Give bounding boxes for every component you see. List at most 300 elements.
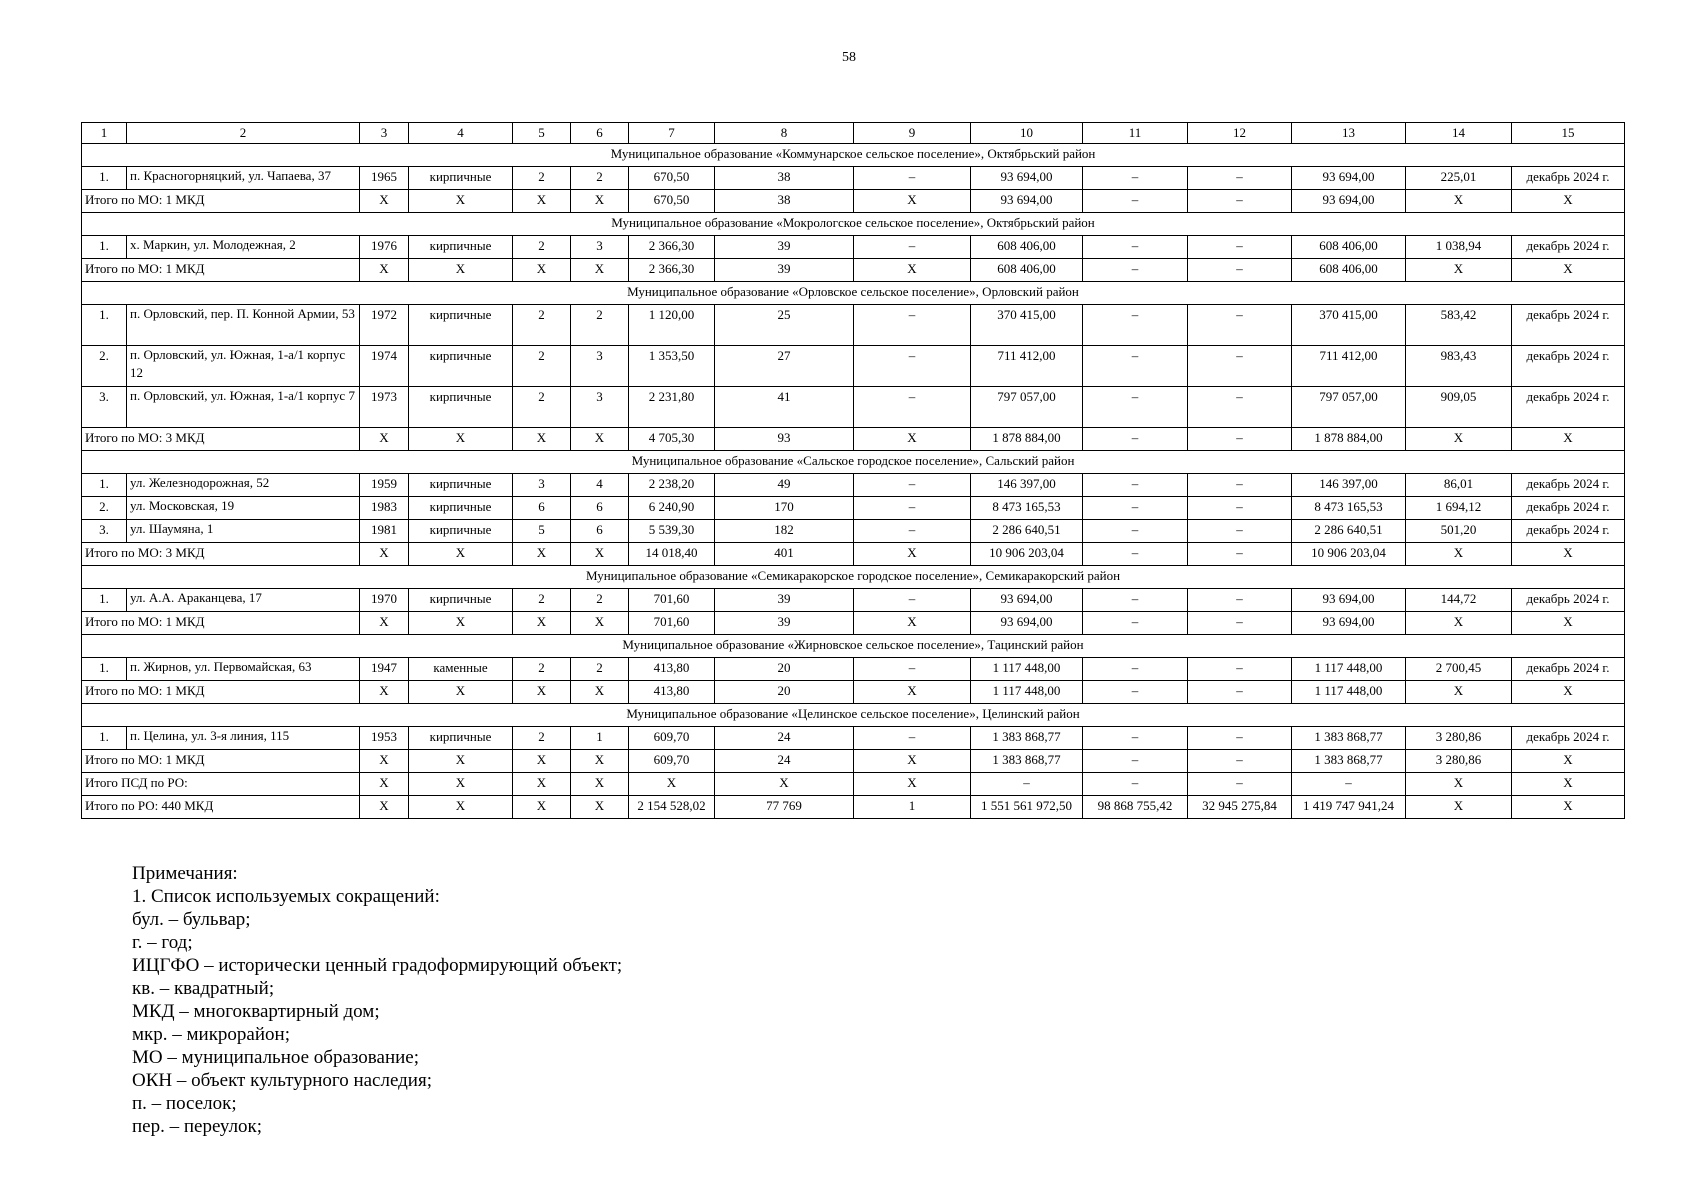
- column-number-cell: 8: [715, 123, 854, 144]
- subtotal-cell: Х: [1406, 190, 1512, 213]
- table-cell: 1973: [360, 387, 409, 428]
- subtotal-cell: Х: [409, 750, 513, 773]
- table-cell: 6: [571, 497, 629, 520]
- grand-total-cell: Х: [409, 773, 513, 796]
- table-cell: 4: [571, 474, 629, 497]
- subtotal-cell: Х: [1512, 543, 1625, 566]
- municipality-heading-row: [82, 213, 1625, 236]
- table-cell: 1959: [360, 474, 409, 497]
- table-cell: 2: [571, 658, 629, 681]
- address-cell: п. Красногорняцкий, ул. Чапаева, 37: [127, 167, 360, 190]
- table-cell: 2: [513, 589, 571, 612]
- table-cell: 1976: [360, 236, 409, 259]
- subtotal-cell: Х: [1406, 428, 1512, 451]
- subtotal-cell: –: [1188, 259, 1292, 282]
- column-number-cell: 9: [854, 123, 971, 144]
- subtotal-cell: 14 018,40: [629, 543, 715, 566]
- subtotal-cell: Х: [854, 612, 971, 635]
- subtotal-cell: Х: [571, 543, 629, 566]
- table-row: [82, 658, 1625, 681]
- subtotal-cell: Х: [854, 750, 971, 773]
- note-line: п. – поселок;: [132, 1093, 237, 1114]
- subtotal-row: [82, 259, 1625, 282]
- table-cell: 370 415,00: [1292, 305, 1406, 346]
- table-cell: декабрь 2024 г.: [1512, 167, 1625, 190]
- table-cell: 1.: [82, 658, 127, 681]
- table-cell: 1 383 868,77: [971, 727, 1083, 750]
- subtotal-cell: Х: [1406, 259, 1512, 282]
- subtotal-cell: Х: [854, 428, 971, 451]
- table-cell: 3 280,86: [1406, 727, 1512, 750]
- table-cell: 1 694,12: [1406, 497, 1512, 520]
- subtotal-cell: Х: [513, 259, 571, 282]
- table-cell: 2: [513, 346, 571, 387]
- table-cell: 1.: [82, 305, 127, 346]
- subtotal-label: Итого по МО: 1 МКД: [82, 612, 360, 635]
- subtotal-row: [82, 612, 1625, 635]
- table-cell: 1 038,94: [1406, 236, 1512, 259]
- table-cell: –: [854, 236, 971, 259]
- table-cell: 583,42: [1406, 305, 1512, 346]
- grand-total-cell: Х: [360, 796, 409, 819]
- table-cell: 2 231,80: [629, 387, 715, 428]
- table-row: [82, 167, 1625, 190]
- address-cell: ул. Железнодорожная, 52: [127, 474, 360, 497]
- table-cell: декабрь 2024 г.: [1512, 305, 1625, 346]
- grand-total-cell: Х: [571, 796, 629, 819]
- grand-total-cell: Х: [1512, 773, 1625, 796]
- subtotal-cell: 39: [715, 259, 854, 282]
- table-cell: 5 539,30: [629, 520, 715, 543]
- table-cell: декабрь 2024 г.: [1512, 474, 1625, 497]
- grand-total-cell: 32 945 275,84: [1188, 796, 1292, 819]
- column-number-cell: 4: [409, 123, 513, 144]
- table-cell: –: [1083, 236, 1188, 259]
- table-cell: –: [1188, 497, 1292, 520]
- subtotal-cell: Х: [409, 681, 513, 704]
- municipality-heading: Муниципальное образование «Орловское сельское поселение», Орловский район: [82, 282, 1625, 305]
- grand-total-cell: Х: [571, 773, 629, 796]
- subtotal-cell: –: [1083, 428, 1188, 451]
- table-row: [82, 727, 1625, 750]
- subtotal-cell: –: [1083, 190, 1188, 213]
- table-cell: 1: [571, 727, 629, 750]
- subtotal-cell: 608 406,00: [1292, 259, 1406, 282]
- table-cell: 170: [715, 497, 854, 520]
- subtotal-label: Итого по МО: 1 МКД: [82, 190, 360, 213]
- table-cell: –: [1188, 589, 1292, 612]
- subtotal-cell: Х: [360, 259, 409, 282]
- subtotal-row: [82, 428, 1625, 451]
- table-cell: 2: [571, 589, 629, 612]
- municipality-heading: Муниципальное образование «Целинское сельское поселение», Целинский район: [82, 704, 1625, 727]
- subtotal-cell: 93: [715, 428, 854, 451]
- subtotal-cell: –: [1083, 612, 1188, 635]
- table-cell: кирпичные: [409, 236, 513, 259]
- table-cell: 2.: [82, 346, 127, 387]
- page-number: 58: [842, 50, 856, 65]
- table-cell: кирпичные: [409, 167, 513, 190]
- table-cell: 182: [715, 520, 854, 543]
- note-line: ИЦГФО – исторически ценный градоформирующий объект;: [132, 955, 623, 976]
- table-cell: 5: [513, 520, 571, 543]
- table-cell: 6: [513, 497, 571, 520]
- subtotal-cell: Х: [571, 681, 629, 704]
- subtotal-cell: –: [1083, 543, 1188, 566]
- table-cell: 3.: [82, 520, 127, 543]
- grand-total-label: Итого по РО: 440 МКД: [82, 796, 360, 819]
- municipality-heading-row: [82, 566, 1625, 589]
- grand-total-cell: Х: [1406, 773, 1512, 796]
- column-number-cell: 5: [513, 123, 571, 144]
- subtotal-label: Итого по МО: 1 МКД: [82, 259, 360, 282]
- municipality-heading-row: [82, 704, 1625, 727]
- table-cell: декабрь 2024 г.: [1512, 658, 1625, 681]
- table-cell: 1.: [82, 474, 127, 497]
- municipality-heading-row: [82, 451, 1625, 474]
- table-cell: 609,70: [629, 727, 715, 750]
- grand-total-cell: 1 551 561 972,50: [971, 796, 1083, 819]
- subtotal-cell: Х: [1512, 428, 1625, 451]
- table-cell: 2 286 640,51: [971, 520, 1083, 543]
- grand-total-cell: –: [1083, 773, 1188, 796]
- subtotal-cell: Х: [360, 190, 409, 213]
- table-row: [82, 497, 1625, 520]
- subtotal-cell: Х: [513, 428, 571, 451]
- table-cell: –: [1083, 727, 1188, 750]
- table-cell: 608 406,00: [1292, 236, 1406, 259]
- subtotal-cell: Х: [854, 681, 971, 704]
- subtotal-cell: Х: [409, 612, 513, 635]
- address-cell: х. Маркин, ул. Молодежная, 2: [127, 236, 360, 259]
- grand-total-cell: Х: [854, 773, 971, 796]
- table-cell: 2: [513, 305, 571, 346]
- table-cell: кирпичные: [409, 387, 513, 428]
- table-cell: декабрь 2024 г.: [1512, 727, 1625, 750]
- table-cell: –: [1188, 658, 1292, 681]
- subtotal-row: [82, 681, 1625, 704]
- table-cell: 93 694,00: [971, 167, 1083, 190]
- subtotal-cell: 401: [715, 543, 854, 566]
- table-cell: 797 057,00: [971, 387, 1083, 428]
- subtotal-cell: 93 694,00: [971, 190, 1083, 213]
- subtotal-cell: Х: [513, 190, 571, 213]
- table-cell: декабрь 2024 г.: [1512, 589, 1625, 612]
- table-cell: 701,60: [629, 589, 715, 612]
- table-cell: кирпичные: [409, 474, 513, 497]
- table-cell: –: [1188, 474, 1292, 497]
- repair-schedule-table: [81, 122, 1625, 819]
- column-number-cell: 12: [1188, 123, 1292, 144]
- table-cell: 1983: [360, 497, 409, 520]
- subtotal-cell: –: [1188, 612, 1292, 635]
- table-cell: 501,20: [1406, 520, 1512, 543]
- table-cell: 1 117 448,00: [1292, 658, 1406, 681]
- table-cell: 413,80: [629, 658, 715, 681]
- table-cell: 3.: [82, 387, 127, 428]
- address-cell: п. Орловский, ул. Южная, 1-а/1 корпус 7: [127, 387, 360, 428]
- subtotal-cell: 93 694,00: [1292, 612, 1406, 635]
- note-line: г. – год;: [132, 932, 193, 953]
- table-cell: 2 286 640,51: [1292, 520, 1406, 543]
- table-row: [82, 474, 1625, 497]
- table-cell: 370 415,00: [971, 305, 1083, 346]
- table-row: [82, 346, 1625, 387]
- table-cell: –: [854, 520, 971, 543]
- subtotal-cell: Х: [571, 259, 629, 282]
- table-cell: 20: [715, 658, 854, 681]
- subtotal-cell: –: [1188, 750, 1292, 773]
- municipality-heading-row: [82, 282, 1625, 305]
- subtotal-row: [82, 543, 1625, 566]
- table-cell: 3: [571, 236, 629, 259]
- table-cell: 1953: [360, 727, 409, 750]
- table-cell: 1.: [82, 236, 127, 259]
- subtotal-cell: 608 406,00: [971, 259, 1083, 282]
- subtotal-cell: 2 366,30: [629, 259, 715, 282]
- table-cell: –: [1188, 167, 1292, 190]
- subtotal-cell: Х: [854, 543, 971, 566]
- subtotal-cell: 20: [715, 681, 854, 704]
- grand-total-cell: –: [1188, 773, 1292, 796]
- subtotal-cell: Х: [409, 259, 513, 282]
- subtotal-cell: 10 906 203,04: [1292, 543, 1406, 566]
- table-cell: декабрь 2024 г.: [1512, 387, 1625, 428]
- table-cell: 146 397,00: [971, 474, 1083, 497]
- table-cell: –: [854, 658, 971, 681]
- table-cell: 670,50: [629, 167, 715, 190]
- address-cell: ул. Шаумяна, 1: [127, 520, 360, 543]
- table-cell: –: [1083, 346, 1188, 387]
- table-cell: 1965: [360, 167, 409, 190]
- table-cell: 983,43: [1406, 346, 1512, 387]
- table-cell: 2.: [82, 497, 127, 520]
- municipality-heading: Муниципальное образование «Мокрологское сельское поселение», Октябрьский район: [82, 213, 1625, 236]
- subtotal-cell: Х: [1512, 190, 1625, 213]
- table-cell: 711 412,00: [1292, 346, 1406, 387]
- subtotal-cell: Х: [513, 543, 571, 566]
- note-line: МО – муниципальное образование;: [132, 1047, 420, 1068]
- subtotal-cell: –: [1083, 750, 1188, 773]
- note-line: бул. – бульвар;: [132, 909, 251, 930]
- municipality-heading: Муниципальное образование «Коммунарское сельское поселение», Октябрьский район: [82, 144, 1625, 167]
- table-cell: 93 694,00: [1292, 167, 1406, 190]
- table-cell: –: [1083, 167, 1188, 190]
- subtotal-cell: Х: [571, 190, 629, 213]
- table-cell: 3: [513, 474, 571, 497]
- column-number-cell: 3: [360, 123, 409, 144]
- subtotal-cell: Х: [409, 190, 513, 213]
- table-cell: кирпичные: [409, 727, 513, 750]
- table-cell: 1970: [360, 589, 409, 612]
- subtotal-cell: Х: [360, 428, 409, 451]
- municipality-heading: Муниципальное образование «Жирновское сельское поселение», Тацинский район: [82, 635, 1625, 658]
- column-number-cell: 11: [1083, 123, 1188, 144]
- subtotal-cell: Х: [1406, 612, 1512, 635]
- subtotal-cell: 3 280,86: [1406, 750, 1512, 773]
- table-cell: каменные: [409, 658, 513, 681]
- table-cell: –: [854, 589, 971, 612]
- table-cell: 6 240,90: [629, 497, 715, 520]
- subtotal-label: Итого по МО: 3 МКД: [82, 428, 360, 451]
- table-cell: 93 694,00: [1292, 589, 1406, 612]
- table-cell: 8 473 165,53: [971, 497, 1083, 520]
- table-cell: –: [854, 305, 971, 346]
- grand-total-cell: Х: [629, 773, 715, 796]
- table-cell: 24: [715, 727, 854, 750]
- subtotal-cell: Х: [1512, 750, 1625, 773]
- table-row: [82, 520, 1625, 543]
- subtotal-label: Итого по МО: 1 МКД: [82, 681, 360, 704]
- address-cell: п. Жирнов, ул. Первомайская, 63: [127, 658, 360, 681]
- subtotal-cell: 93 694,00: [1292, 190, 1406, 213]
- subtotal-cell: 1 117 448,00: [1292, 681, 1406, 704]
- column-number-row: [82, 123, 1625, 144]
- grand-total-cell: –: [1292, 773, 1406, 796]
- address-cell: ул. А.А. Араканцева, 17: [127, 589, 360, 612]
- table-cell: 797 057,00: [1292, 387, 1406, 428]
- grand-total-cell: –: [971, 773, 1083, 796]
- table-cell: 1 383 868,77: [1292, 727, 1406, 750]
- address-cell: п. Орловский, ул. Южная, 1-а/1 корпус 12: [127, 346, 360, 387]
- subtotal-cell: 24: [715, 750, 854, 773]
- municipality-heading: Муниципальное образование «Сальское городское поселение», Сальский район: [82, 451, 1625, 474]
- notes-section: [132, 862, 622, 1138]
- note-line: мкр. – микрорайон;: [132, 1024, 290, 1045]
- table-cell: 2: [513, 727, 571, 750]
- table-cell: 2: [571, 167, 629, 190]
- table-cell: декабрь 2024 г.: [1512, 346, 1625, 387]
- table-cell: 6: [571, 520, 629, 543]
- table-cell: 2 238,20: [629, 474, 715, 497]
- subtotal-cell: Х: [360, 543, 409, 566]
- table-cell: –: [1083, 497, 1188, 520]
- subtotal-cell: 609,70: [629, 750, 715, 773]
- grand-total-row: [82, 773, 1625, 796]
- subtotal-cell: –: [1188, 190, 1292, 213]
- table-cell: 144,72: [1406, 589, 1512, 612]
- note-line: кв. – квадратный;: [132, 978, 275, 999]
- grand-total-cell: 1 419 747 941,24: [1292, 796, 1406, 819]
- subtotal-cell: 93 694,00: [971, 612, 1083, 635]
- table-cell: 86,01: [1406, 474, 1512, 497]
- subtotal-cell: Х: [409, 428, 513, 451]
- municipality-heading: Муниципальное образование «Семикаракорское городское поселение», Семикаракорский район: [82, 566, 1625, 589]
- table-cell: 27: [715, 346, 854, 387]
- grand-total-cell: Х: [1406, 796, 1512, 819]
- table-cell: 39: [715, 589, 854, 612]
- grand-total-cell: 1: [854, 796, 971, 819]
- column-number-cell: 6: [571, 123, 629, 144]
- table-cell: 1 353,50: [629, 346, 715, 387]
- grand-total-cell: Х: [715, 773, 854, 796]
- address-cell: ул. Московская, 19: [127, 497, 360, 520]
- table-cell: 1981: [360, 520, 409, 543]
- table-cell: 2: [513, 387, 571, 428]
- table-cell: 93 694,00: [971, 589, 1083, 612]
- table-cell: –: [1083, 589, 1188, 612]
- subtotal-cell: 670,50: [629, 190, 715, 213]
- table-cell: 909,05: [1406, 387, 1512, 428]
- subtotal-cell: Х: [854, 190, 971, 213]
- grand-total-cell: Х: [513, 773, 571, 796]
- table-cell: –: [1083, 305, 1188, 346]
- subtotal-cell: 1 878 884,00: [971, 428, 1083, 451]
- table-cell: кирпичные: [409, 589, 513, 612]
- table-cell: 2: [513, 167, 571, 190]
- table-cell: 25: [715, 305, 854, 346]
- subtotal-cell: Х: [1512, 681, 1625, 704]
- subtotal-cell: –: [1188, 543, 1292, 566]
- table-cell: 1947: [360, 658, 409, 681]
- address-cell: п. Целина, ул. 3-я линия, 115: [127, 727, 360, 750]
- grand-total-cell: Х: [360, 773, 409, 796]
- column-number-cell: 2: [127, 123, 360, 144]
- subtotal-cell: 413,80: [629, 681, 715, 704]
- table-cell: –: [854, 387, 971, 428]
- table-cell: –: [1083, 474, 1188, 497]
- grand-total-cell: 2 154 528,02: [629, 796, 715, 819]
- subtotal-cell: 1 878 884,00: [1292, 428, 1406, 451]
- table-cell: –: [1083, 387, 1188, 428]
- subtotal-cell: Х: [571, 612, 629, 635]
- table-cell: –: [854, 346, 971, 387]
- table-cell: 2: [513, 658, 571, 681]
- column-number-cell: 14: [1406, 123, 1512, 144]
- subtotal-cell: –: [1083, 259, 1188, 282]
- subtotal-cell: 4 705,30: [629, 428, 715, 451]
- subtotal-cell: Х: [571, 428, 629, 451]
- table-cell: –: [1188, 236, 1292, 259]
- table-cell: 8 473 165,53: [1292, 497, 1406, 520]
- table-row: [82, 236, 1625, 259]
- table-cell: 225,01: [1406, 167, 1512, 190]
- address-cell: п. Орловский, пер. П. Конной Армии, 53: [127, 305, 360, 346]
- subtotal-cell: 1 383 868,77: [971, 750, 1083, 773]
- note-line: ОКН – объект культурного наследия;: [132, 1070, 432, 1091]
- subtotal-row: [82, 750, 1625, 773]
- grand-total-label: Итого ПСД по РО:: [82, 773, 360, 796]
- subtotal-cell: Х: [360, 612, 409, 635]
- table-cell: –: [1188, 727, 1292, 750]
- table-cell: 2: [571, 305, 629, 346]
- grand-total-cell: Х: [513, 796, 571, 819]
- table-cell: 1972: [360, 305, 409, 346]
- table-cell: 608 406,00: [971, 236, 1083, 259]
- table-cell: декабрь 2024 г.: [1512, 520, 1625, 543]
- table-cell: 39: [715, 236, 854, 259]
- municipality-heading-row: [82, 635, 1625, 658]
- subtotal-cell: Х: [854, 259, 971, 282]
- table-cell: –: [1083, 520, 1188, 543]
- table-cell: –: [1188, 305, 1292, 346]
- grand-total-cell: Х: [409, 796, 513, 819]
- table-cell: кирпичные: [409, 520, 513, 543]
- subtotal-cell: Х: [513, 750, 571, 773]
- table-cell: 146 397,00: [1292, 474, 1406, 497]
- notes-heading: Примечания:: [132, 863, 238, 884]
- subtotal-row: [82, 190, 1625, 213]
- table-cell: –: [1188, 520, 1292, 543]
- table-cell: 2 366,30: [629, 236, 715, 259]
- subtotal-cell: Х: [571, 750, 629, 773]
- column-number-cell: 13: [1292, 123, 1406, 144]
- table-cell: 1 120,00: [629, 305, 715, 346]
- table-row: [82, 305, 1625, 346]
- table-cell: –: [1188, 387, 1292, 428]
- table-row: [82, 387, 1625, 428]
- subtotal-cell: Х: [1406, 681, 1512, 704]
